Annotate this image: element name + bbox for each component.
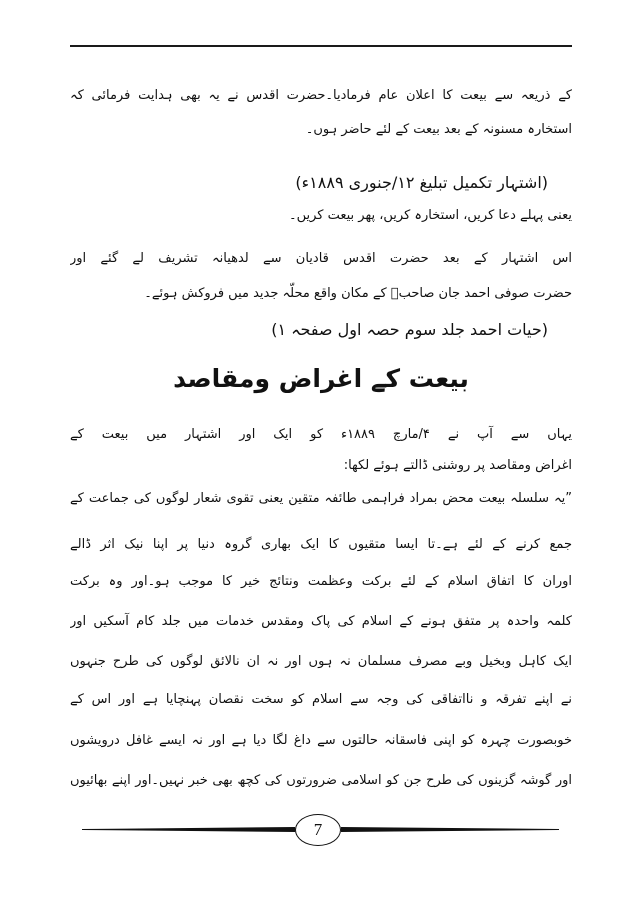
travel-line-1: اس اشتہار کے بعد حضرت اقدس قادیان سے لدھیانہ تشریف لے گئے اور <box>70 251 572 266</box>
quote-line-2: جمع کرنے کے لئے ہے۔تا ایسا متقیوں کا ایک بھاری گروہ دنیا پر اپنا نیک اثر ڈالے <box>70 537 572 552</box>
section-heading: بیعت کے اغراض ومقاصد <box>173 364 469 393</box>
intro-line-1: کے ذریعہ سے بیعت کا اعلان عام فرمادیا۔حضرت اقدس نے یہ بھی ہدایت فرمائی کہ <box>70 88 572 103</box>
quote-line-4: کلمہ واحدہ پر متفق ہونے کے اسلام کی پاک ومقدس خدمات میں جلد کام آسکیں اور <box>70 614 572 629</box>
instruction-line: یعنی پہلے دعا کریں، استخارہ کریں، پھر بیعت کریں۔ <box>288 208 572 223</box>
section-line-1: یہاں سے آپ نے ۴/مارچ ۱۸۸۹ء کو ایک اور اشتہار میں بیعت کے <box>70 427 572 442</box>
quote-line-3: اوران کا اتفاق اسلام کے لئے برکت وعظمت ونتائج خیر کا موجب ہو۔اور وہ برکت <box>70 574 572 589</box>
quote-line-8: اور گوشہ گزینوں کی طرح جن کو اسلامی ضرورتوں کی کچھ بھی خبر نہیں۔اور اپنے بھائیوں <box>70 773 572 788</box>
footer-rule-left <box>82 827 295 832</box>
travel-reference: (حیات احمد جلد سوم حصہ اول صفحہ ۱) <box>271 320 548 339</box>
quote-line-6: نے اپنے تفرقہ و نااتفاقی کی وجہ سے اسلام کو سخت نقصان پہنچایا ہے اور اس کے <box>70 692 572 707</box>
section-line-2: اغراض ومقاصد پر روشنی ڈالتے ہوئے لکھا: <box>343 458 572 473</box>
travel-line-2: حضرت صوفی احمد جان صاحبؓ کے مکان واقع محلّہ جدید میں فروکش ہوئے۔ <box>144 286 572 301</box>
intro-line-2: استخارہ مسنونہ کے بعد بیعت کے لئے حاضر ہوں۔ <box>305 122 572 137</box>
footer-rule-right <box>341 827 559 832</box>
page-number-oval <box>295 814 341 846</box>
quote-line-1: ”یہ سلسلہ بیعت محض بمراد فراہمی طائفہ متقین یعنی تقوی شعار لوگوں کی جماعت کے <box>70 491 572 506</box>
header-rule <box>70 45 572 47</box>
quote-line-7: خوبصورت چہرہ کو اپنی فاسقانہ حالتوں سے داغ لگا دیا ہے اور نہ ایسے غافل درویشوں <box>70 733 572 748</box>
page-number: 7 <box>313 820 323 839</box>
intro-reference: (اشتہار تکمیل تبلیغ ۱۲/جنوری ۱۸۸۹ء) <box>295 173 548 192</box>
quote-line-5: ایک کاہل وبخیل وبے مصرف مسلمان نہ ہوں اور نہ ان نالائق لوگوں کی طرح جنہوں <box>70 654 572 669</box>
